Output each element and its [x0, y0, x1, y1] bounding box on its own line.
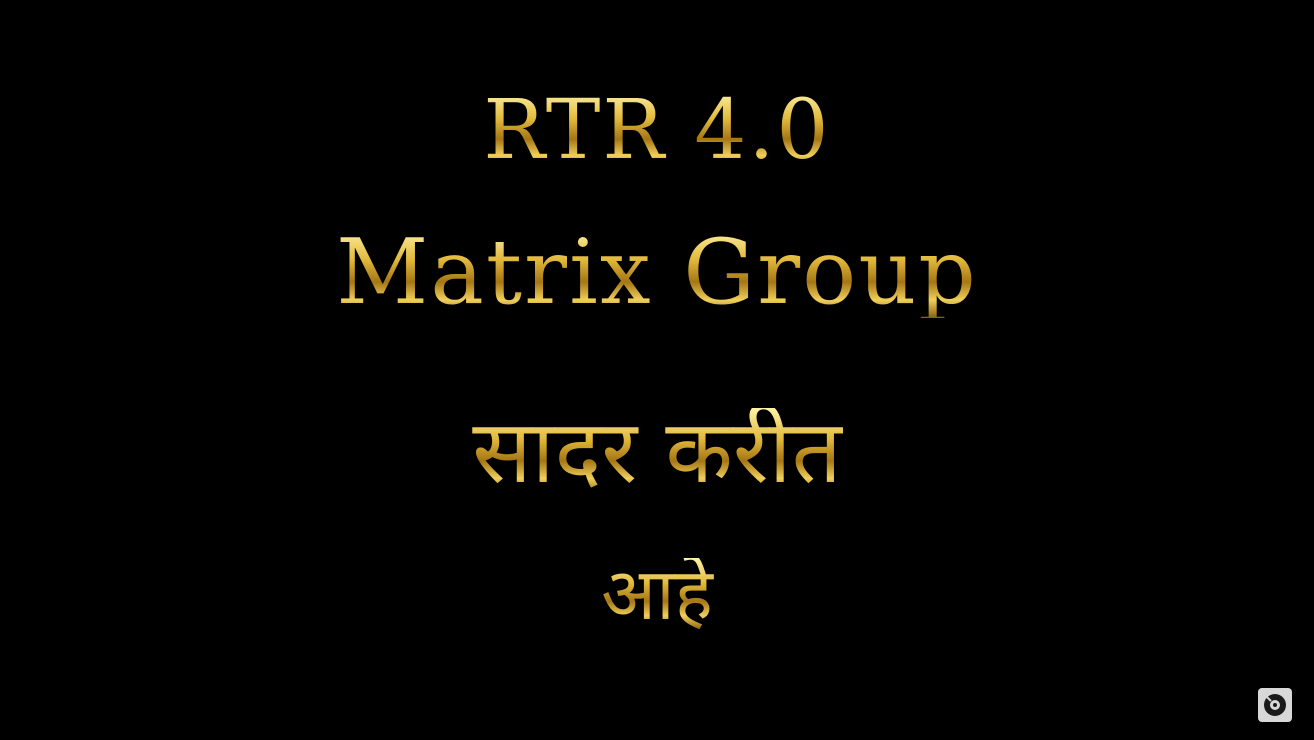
greeting-line-2: आहे — [0, 558, 1314, 630]
greeting-line-1: सादर करीत — [0, 408, 1314, 496]
channel-logo-icon[interactable] — [1258, 688, 1292, 722]
title-line-2: Matrix Group — [0, 228, 1314, 318]
channel-logo-glyph — [1262, 692, 1288, 718]
title-line-1: RTR 4.0 — [0, 90, 1314, 172]
